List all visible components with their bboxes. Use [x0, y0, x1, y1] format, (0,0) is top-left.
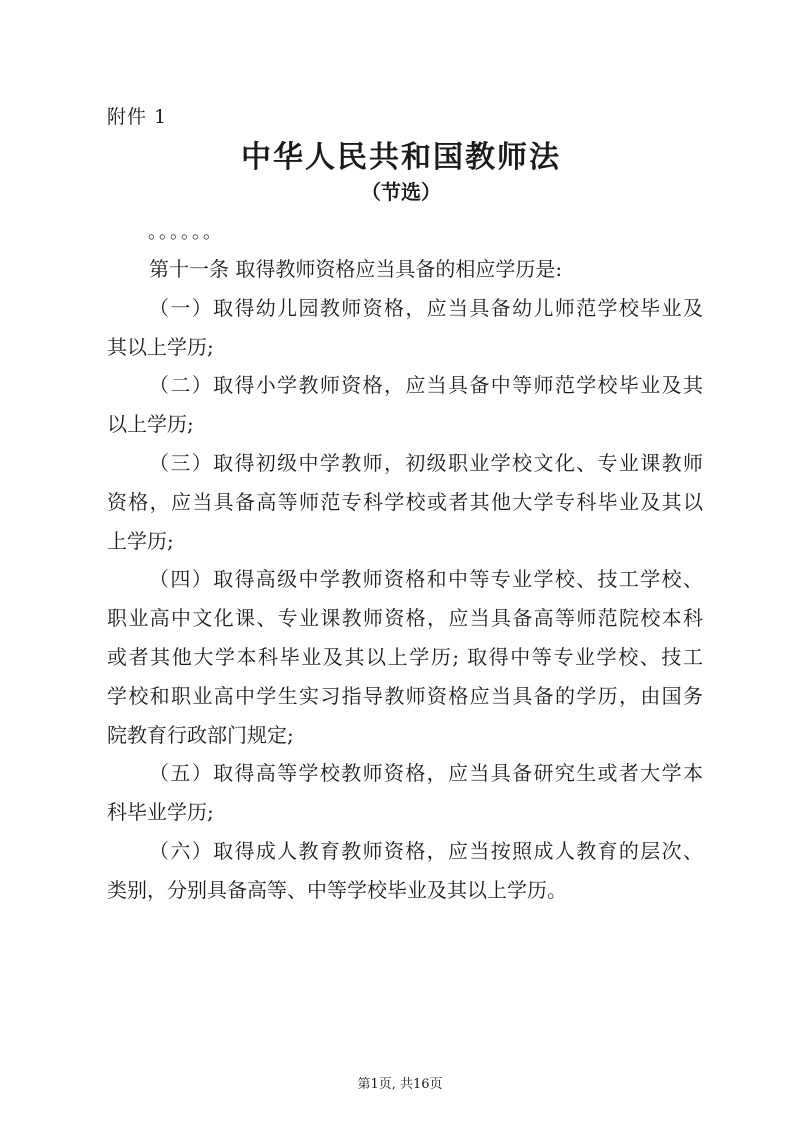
- body-line: 其以上学历;: [107, 334, 214, 359]
- body-line: （四）取得高级中学教师资格和中等专业学校、技工学校、: [149, 567, 703, 592]
- body-line: （二）取得小学教师资格，应当具备中等师范学校毕业及其: [149, 373, 703, 398]
- article-body: [107, 250, 703, 910]
- body-line: （三）取得初级中学教师，初级职业学校文化、专业课教师: [149, 450, 703, 475]
- body-line: 以上学历;: [107, 412, 194, 437]
- page-number-footer: 第1页, 共16页: [357, 1077, 443, 1092]
- body-line: （五）取得高等学校教师资格，应当具备研究生或者大学本: [149, 761, 703, 786]
- body-line: （六）取得成人教育教师资格，应当按照成人教育的层次、: [149, 838, 703, 863]
- omission-marks: 。。。。。。: [148, 222, 223, 243]
- body-line: 上学历;: [107, 528, 174, 553]
- attachment-label: 附件 1: [107, 106, 168, 128]
- body-line: 第十一条 取得教师资格应当具备的相应学历是:: [149, 257, 563, 281]
- body-line: 科毕业学历;: [107, 800, 214, 825]
- document-title: 中华人民共和国教师法: [241, 140, 561, 175]
- body-line: 职业高中文化课、专业课教师资格，应当具备高等师范院校本科: [107, 606, 703, 631]
- document-subtitle: （节选）: [361, 180, 441, 204]
- body-line: 学校和职业高中学生实习指导教师资格应当具备的学历，由国务: [107, 683, 703, 708]
- body-line: 类别，分别具备高等、中等学校毕业及其以上学历。: [107, 877, 567, 902]
- body-line: 或者其他大学本科毕业及其以上学历; 取得中等专业学校、技工: [107, 644, 703, 669]
- body-line: 资格，应当具备高等师范专科学校或者其他大学专科毕业及其以: [107, 489, 703, 514]
- body-line: 院教育行政部门规定;: [107, 722, 294, 747]
- body-line: （一）取得幼儿园教师资格，应当具备幼儿师范学校毕业及: [149, 295, 703, 320]
